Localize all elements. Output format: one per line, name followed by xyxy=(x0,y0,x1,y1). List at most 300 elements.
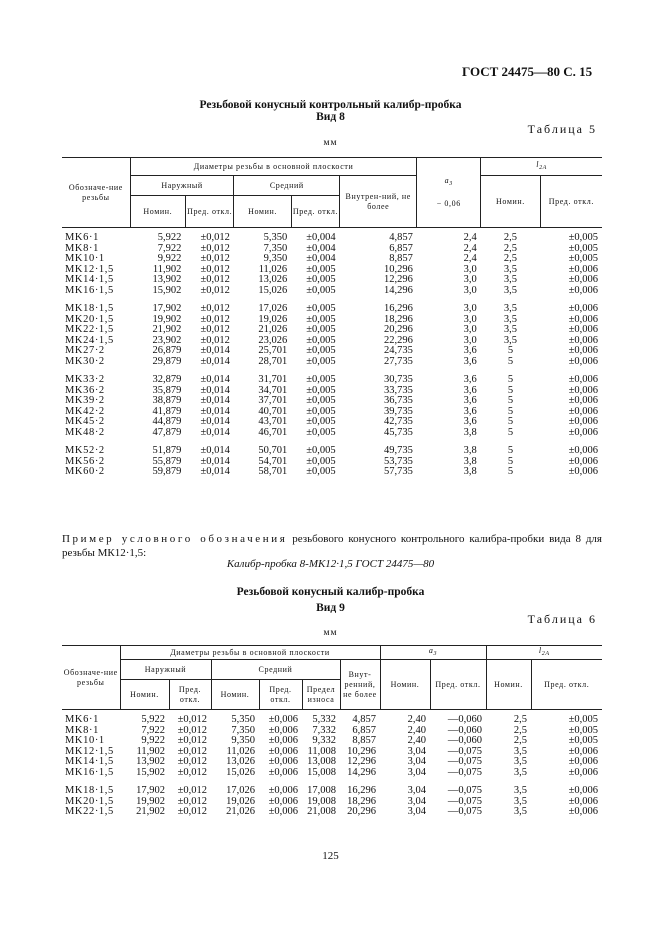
table-cell: ±0,006 xyxy=(268,735,298,746)
table-cell: 2,40 xyxy=(407,724,426,736)
table-cell: 13,026 xyxy=(258,274,288,285)
thread-designation: MK27·2 xyxy=(65,345,105,356)
table-cell: 21,008 xyxy=(307,806,336,817)
t6-h-l2a-sub: 2A xyxy=(541,651,550,658)
table-cell: 3,04 xyxy=(407,795,426,807)
table-cell: ±0,012 xyxy=(177,724,207,736)
table-cell: 17,008 xyxy=(307,785,336,796)
table-cell: ±0,014 xyxy=(200,405,230,417)
table-cell: —0,075 xyxy=(447,795,482,807)
table-cell: 42,735 xyxy=(383,416,413,427)
table-cell: 3,5 xyxy=(503,263,518,275)
table-cell: ±0,014 xyxy=(200,374,230,385)
table-cell: 5 xyxy=(507,455,514,467)
table-cell: ±0,005 xyxy=(306,334,336,346)
thread-designation: MK22·1,5 xyxy=(65,806,114,817)
table-cell: ±0,006 xyxy=(568,806,598,817)
table-cell: ±0,012 xyxy=(200,284,230,296)
table-cell: ±0,006 xyxy=(568,455,598,467)
table-cell: ±0,005 xyxy=(568,242,598,254)
thread-designation: MK16·1,5 xyxy=(65,766,114,778)
running-header: ГОСТ 24475—80 С. 15 xyxy=(462,64,593,79)
table-cell: 5 xyxy=(507,405,514,417)
table-cell: 2,40 xyxy=(407,714,426,725)
table-cell: ±0,006 xyxy=(568,745,598,757)
table-cell: 5 xyxy=(507,384,514,396)
table-cell: 3,5 xyxy=(503,303,518,314)
table-cell: 3,0 xyxy=(463,324,477,335)
thread-designation: MK18·1,5 xyxy=(65,303,114,314)
t6-h-l-nom: Номин. xyxy=(486,660,531,710)
table-cell: 29,879 xyxy=(152,355,182,367)
example-rest: резьбового конусного контрольного калибра-пробки вида 8 для резьбы МК12·1,5: xyxy=(62,533,602,559)
table-cell: 7,332 xyxy=(312,724,336,736)
table-cell: ±0,012 xyxy=(200,242,230,254)
table-cell: 2,5 xyxy=(513,724,527,736)
table-cell: 7,350 xyxy=(263,242,288,254)
table6-header xyxy=(62,646,602,710)
thread-designation: MK14·1,5 xyxy=(65,274,114,285)
table-row xyxy=(62,304,602,315)
table-cell: 3,0 xyxy=(463,313,477,325)
table-cell: ±0,006 xyxy=(568,284,598,296)
table-row xyxy=(62,710,602,726)
table-cell: 3,04 xyxy=(407,766,426,778)
table-cell: ±0,004 xyxy=(306,232,336,243)
table-cell: 11,026 xyxy=(258,263,288,275)
table-cell: 46,701 xyxy=(258,426,288,438)
table-row xyxy=(62,346,602,357)
table-cell: 5,922 xyxy=(157,232,182,243)
table-cell: 3,5 xyxy=(503,284,518,296)
table-cell: ±0,006 xyxy=(568,426,598,438)
table-cell: 44,879 xyxy=(152,416,182,427)
table5-header xyxy=(62,158,602,228)
table-cell: ±0,006 xyxy=(568,345,598,356)
table-cell: 43,701 xyxy=(258,416,288,427)
table-cell: ±0,005 xyxy=(306,455,336,467)
table-cell: ±0,012 xyxy=(200,324,230,335)
t5-h-l-nom: Номин. xyxy=(481,176,541,228)
t6-h-a3-sym: a xyxy=(428,646,434,656)
t5-h-l2a-sym: l xyxy=(536,160,540,170)
table-cell: 17,902 xyxy=(152,303,182,314)
table-cell: —0,075 xyxy=(447,806,482,817)
table-row xyxy=(62,275,602,286)
table-cell: ±0,005 xyxy=(306,426,336,438)
table-cell: ±0,006 xyxy=(568,795,598,807)
table-cell: 19,902 xyxy=(152,313,182,325)
table-cell: ±0,012 xyxy=(177,714,207,725)
table-cell: 3,5 xyxy=(513,785,527,796)
t5-h-diameters: Диаметры резьбы в основной плоскости xyxy=(130,158,417,176)
t6-h-mid-dev: Пред. откл. xyxy=(259,680,302,710)
table-cell: ±0,005 xyxy=(306,395,336,406)
thread-designation: MK10·1 xyxy=(65,735,105,746)
table-cell: 14,296 xyxy=(383,284,413,296)
thread-designation: MK16·1,5 xyxy=(65,284,114,296)
table-cell: 2,4 xyxy=(463,232,477,243)
table-cell: 5,922 xyxy=(141,714,165,725)
table-cell: ±0,005 xyxy=(306,355,336,367)
table-cell: 13,902 xyxy=(152,274,182,285)
table-row xyxy=(62,286,602,297)
table-cell: 3,0 xyxy=(463,334,477,346)
table-cell: 3,5 xyxy=(503,274,518,285)
table-cell: 3,6 xyxy=(463,384,477,396)
table-cell: 21,902 xyxy=(152,324,182,335)
thread-designation: MK12·1,5 xyxy=(65,263,114,275)
t6-h-a3-sub: 3 xyxy=(433,651,438,658)
table-cell: 3,0 xyxy=(463,284,477,296)
table-cell: ±0,005 xyxy=(568,253,598,264)
table-cell: ±0,012 xyxy=(200,313,230,325)
table-cell: 49,735 xyxy=(383,445,413,456)
thread-designation: MK12·1,5 xyxy=(65,745,114,757)
table-cell: 3,5 xyxy=(513,795,527,807)
table-cell: 5,350 xyxy=(231,714,255,725)
table-cell: ±0,012 xyxy=(177,806,207,817)
table-cell: ±0,006 xyxy=(568,274,598,285)
table-cell: ±0,006 xyxy=(568,766,598,778)
table-cell: 3,8 xyxy=(463,455,477,467)
table-cell: 3,5 xyxy=(513,806,527,817)
t5-h-outer-nom: Номин. xyxy=(130,196,185,228)
table-row xyxy=(62,768,602,779)
table-cell: 14,296 xyxy=(347,766,376,778)
table-row xyxy=(62,228,602,244)
table-cell: 3,04 xyxy=(407,756,426,767)
table-row xyxy=(62,375,602,386)
thread-designation: MK45·2 xyxy=(65,416,105,427)
table-cell: 5 xyxy=(507,355,514,367)
table-cell: 59,879 xyxy=(152,466,182,477)
thread-designation: MK22·1,5 xyxy=(65,324,114,335)
table-cell: ±0,006 xyxy=(268,714,298,725)
table5-body xyxy=(62,228,602,478)
table-cell: 7,922 xyxy=(141,724,165,736)
page-number: 125 xyxy=(322,850,339,862)
thread-designation: MK8·1 xyxy=(65,724,99,736)
thread-designation: MK60·2 xyxy=(65,466,105,477)
table-cell: 3,0 xyxy=(463,263,477,275)
table-cell: 16,296 xyxy=(347,785,376,796)
t6-h-diameters: Диаметры резьбы в основной плоскости xyxy=(120,646,380,660)
table-cell: ±0,005 xyxy=(568,232,598,243)
t6-h-a3-dev: Пред. откл. xyxy=(430,660,486,710)
table6-units: мм xyxy=(323,628,338,638)
table-cell: ±0,014 xyxy=(200,426,230,438)
thread-designation: MK52·2 xyxy=(65,445,105,456)
table-row xyxy=(62,428,602,439)
table-cell: 9,922 xyxy=(157,253,182,264)
table-cell: 17,902 xyxy=(136,785,165,796)
table-cell: 3,6 xyxy=(463,374,477,385)
t5-h-outer-dev: Пред. откл. xyxy=(185,196,233,228)
thread-designation: MK18·1,5 xyxy=(65,785,114,796)
table-cell: 5 xyxy=(507,395,514,406)
table-cell: ±0,005 xyxy=(306,303,336,314)
t5-h-l2a-sub: 2A xyxy=(539,165,547,172)
table-cell: 15,008 xyxy=(307,766,336,778)
table-cell: 15,902 xyxy=(136,766,165,778)
table-cell: ±0,012 xyxy=(177,766,207,778)
table-cell: ±0,006 xyxy=(568,416,598,427)
table-cell: 8,857 xyxy=(352,735,376,746)
table-cell: 3,04 xyxy=(407,806,426,817)
table-cell: ±0,006 xyxy=(568,313,598,325)
table-cell: 5 xyxy=(507,416,514,427)
table-cell: 36,735 xyxy=(383,395,413,406)
table-cell: ±0,012 xyxy=(200,334,230,346)
thread-designation: MK39·2 xyxy=(65,395,105,406)
table-cell: 5 xyxy=(507,466,514,477)
table-cell: 15,026 xyxy=(258,284,288,296)
table-cell: 3,5 xyxy=(513,756,527,767)
table-cell: ±0,006 xyxy=(268,766,298,778)
table-cell: 3,0 xyxy=(463,274,477,285)
table-row xyxy=(62,467,602,478)
table6 xyxy=(62,645,602,818)
thread-designation: MK36·2 xyxy=(65,384,105,396)
thread-designation: MK6·1 xyxy=(65,232,99,243)
t6-h-outer: Наружный xyxy=(120,660,211,680)
table-cell: 3,6 xyxy=(463,355,477,367)
table-cell: 3,5 xyxy=(503,334,518,346)
table-cell: 58,701 xyxy=(258,466,288,477)
table-cell: ±0,006 xyxy=(568,334,598,346)
table-cell: ±0,012 xyxy=(200,303,230,314)
table-cell: 5,350 xyxy=(263,232,288,243)
table-cell: 24,735 xyxy=(383,345,413,356)
table-cell: 2,4 xyxy=(463,253,477,264)
table-cell: 10,296 xyxy=(383,263,413,275)
t6-h-l-dev: Пред. откл. xyxy=(531,660,602,710)
table-cell: 13,008 xyxy=(307,756,336,767)
table-row xyxy=(62,357,602,368)
table5-units: мм xyxy=(323,138,338,148)
table-cell: 21,026 xyxy=(258,324,288,335)
section9-view: Вид 9 xyxy=(316,602,345,614)
example-designation: Калибр-пробка 8-МК12·1,5 ГОСТ 24475—80 xyxy=(226,558,435,570)
t6-h-inner: Внут-ренний, не более xyxy=(340,660,380,710)
table-cell: ±0,005 xyxy=(306,263,336,275)
table-cell: ±0,014 xyxy=(200,345,230,356)
t5-h-designation: Обозначе-ние резьбы xyxy=(62,158,130,228)
table-cell: 11,902 xyxy=(136,745,165,757)
table-cell: 51,879 xyxy=(152,445,182,456)
table-cell: 40,701 xyxy=(258,405,288,417)
table-row xyxy=(62,757,602,768)
table-cell: ±0,006 xyxy=(268,724,298,736)
table-cell: ±0,005 xyxy=(306,466,336,477)
table-cell: ±0,005 xyxy=(306,416,336,427)
table-cell: 9,350 xyxy=(231,735,255,746)
thread-designation: MK56·2 xyxy=(65,455,105,467)
t5-h-l2a xyxy=(481,158,602,176)
table-cell: ±0,012 xyxy=(200,274,230,285)
table-cell: —0,060 xyxy=(447,714,482,725)
table-cell: ±0,014 xyxy=(200,466,230,477)
table-cell: 57,735 xyxy=(383,466,413,477)
table-row xyxy=(62,446,602,457)
table-cell: 2,5 xyxy=(513,735,527,746)
table-cell: ±0,006 xyxy=(568,466,598,477)
table-cell: 38,879 xyxy=(152,395,182,406)
table-cell: 31,701 xyxy=(258,374,288,385)
table-cell: 12,296 xyxy=(383,274,413,285)
table-cell: 9,922 xyxy=(141,735,165,746)
table-cell: ±0,006 xyxy=(268,795,298,807)
table-cell: 5,332 xyxy=(312,714,336,725)
table-cell: 37,701 xyxy=(258,395,288,406)
t5-h-mid-dev: Пред. откл. xyxy=(291,196,339,228)
table-cell: 5 xyxy=(507,345,514,356)
table6-label: Таблица 6 xyxy=(527,612,597,626)
table-cell: 3,0 xyxy=(463,303,477,314)
table-cell: 13,902 xyxy=(136,756,165,767)
table-cell: 5 xyxy=(507,374,514,385)
table-cell: —0,060 xyxy=(447,724,482,736)
table-cell: ±0,006 xyxy=(568,785,598,796)
table-cell: 2,4 xyxy=(463,242,477,254)
table-cell: 3,6 xyxy=(463,395,477,406)
table-cell: 2,5 xyxy=(503,253,518,264)
table-cell: —0,075 xyxy=(447,756,482,767)
table-cell: ±0,006 xyxy=(568,324,598,335)
table-cell: 22,296 xyxy=(383,334,413,346)
table-cell: ±0,012 xyxy=(177,745,207,757)
table5 xyxy=(62,157,602,478)
table-cell: 15,902 xyxy=(152,284,182,296)
t6-h-mid-nom: Номин. xyxy=(211,680,259,710)
table-cell: ±0,006 xyxy=(568,756,598,767)
table-cell: 34,701 xyxy=(258,384,288,396)
table-cell: 2,5 xyxy=(503,232,518,243)
table-cell: ±0,006 xyxy=(568,263,598,275)
table-row xyxy=(62,254,602,265)
table-cell: 39,735 xyxy=(383,405,413,417)
table-cell: 19,902 xyxy=(136,795,165,807)
t5-h-a3-sub: 3 xyxy=(449,181,453,188)
t5-h-outer: Наружный xyxy=(130,176,234,196)
table-cell: ±0,006 xyxy=(568,395,598,406)
table-cell: ±0,004 xyxy=(306,253,336,264)
table-cell: ±0,014 xyxy=(200,416,230,427)
table-cell: 3,6 xyxy=(463,345,477,356)
t6-h-mid-wear: Предел износа xyxy=(302,680,340,710)
table-row xyxy=(62,786,602,797)
table-cell: 3,8 xyxy=(463,445,477,456)
table-cell: ±0,006 xyxy=(568,374,598,385)
table-cell: ±0,006 xyxy=(568,445,598,456)
t5-h-l-dev: Пред. откл. xyxy=(540,176,602,228)
table-cell: ±0,012 xyxy=(200,263,230,275)
table-row xyxy=(62,396,602,407)
table-cell: ±0,014 xyxy=(200,395,230,406)
table-cell: ±0,014 xyxy=(200,455,230,467)
table-cell: 20,296 xyxy=(347,806,376,817)
table-cell: ±0,005 xyxy=(568,724,598,736)
table-cell: 53,735 xyxy=(383,455,413,467)
t6-h-middle: Средний xyxy=(211,660,340,680)
table-cell: 32,879 xyxy=(152,374,182,385)
table-cell: ±0,012 xyxy=(177,735,207,746)
thread-designation: MK30·2 xyxy=(65,355,105,367)
table-cell: 2,40 xyxy=(407,735,426,746)
table-cell: ±0,004 xyxy=(306,242,336,254)
table-cell: 5 xyxy=(507,445,514,456)
table-cell: —0,060 xyxy=(447,735,482,746)
table-cell: 47,879 xyxy=(152,426,182,438)
table-cell: 10,296 xyxy=(347,745,376,757)
table-cell: 35,879 xyxy=(152,384,182,396)
table-cell: ±0,014 xyxy=(200,355,230,367)
table-cell: 2,5 xyxy=(513,714,527,725)
section8-view: Вид 8 xyxy=(316,111,345,123)
table-cell: 3,04 xyxy=(407,745,426,757)
table-cell: 15,026 xyxy=(226,766,255,778)
table-cell: ±0,005 xyxy=(306,384,336,396)
table-cell: 7,922 xyxy=(157,242,182,254)
t6-h-a3 xyxy=(380,646,486,660)
t6-h-l2a-sym: l xyxy=(538,646,542,656)
table-cell: ±0,012 xyxy=(177,785,207,796)
thread-designation: MK24·1,5 xyxy=(65,334,114,346)
table-cell: 19,026 xyxy=(258,313,288,325)
table-cell: ±0,006 xyxy=(568,303,598,314)
table-cell: 4,857 xyxy=(352,714,376,725)
table-cell: 54,701 xyxy=(258,455,288,467)
thread-designation: MK20·1,5 xyxy=(65,795,114,807)
table-cell: ±0,014 xyxy=(200,445,230,456)
table-cell: 18,296 xyxy=(347,795,376,807)
thread-designation: MK14·1,5 xyxy=(65,756,114,767)
table-cell: ±0,005 xyxy=(306,313,336,325)
t5-h-a3 xyxy=(417,158,481,228)
table-cell: 11,902 xyxy=(152,263,182,275)
table-cell: ±0,005 xyxy=(306,284,336,296)
table-cell: ±0,012 xyxy=(200,253,230,264)
table-cell: —0,075 xyxy=(447,745,482,757)
table-cell: 3,04 xyxy=(407,785,426,796)
table-cell: 3,5 xyxy=(503,324,518,335)
t6-h-l2a xyxy=(486,646,602,660)
t6-h-a3-nom: Номин. xyxy=(380,660,430,710)
table-cell: 19,008 xyxy=(307,795,336,807)
table-cell: ±0,006 xyxy=(568,384,598,396)
table-cell: 55,879 xyxy=(152,455,182,467)
table6-body xyxy=(62,710,602,818)
table-cell: 23,902 xyxy=(152,334,182,346)
table-cell: 8,857 xyxy=(389,253,413,264)
example-text xyxy=(62,532,602,560)
table5-label: Таблица 5 xyxy=(527,122,597,136)
table-cell: 30,735 xyxy=(383,374,413,385)
table-cell: 6,857 xyxy=(389,242,413,254)
table-cell: 41,879 xyxy=(152,405,182,417)
table-cell: ±0,006 xyxy=(568,355,598,367)
table-cell: 23,026 xyxy=(258,334,288,346)
table-cell: 3,8 xyxy=(463,426,477,438)
table-cell: ±0,005 xyxy=(306,274,336,285)
table-cell: 9,350 xyxy=(263,253,288,264)
table-cell: ±0,005 xyxy=(306,345,336,356)
table-cell: 33,735 xyxy=(383,384,413,396)
table-cell: ±0,006 xyxy=(268,806,298,817)
table-cell: 21,902 xyxy=(136,806,165,817)
table-row xyxy=(62,325,602,336)
